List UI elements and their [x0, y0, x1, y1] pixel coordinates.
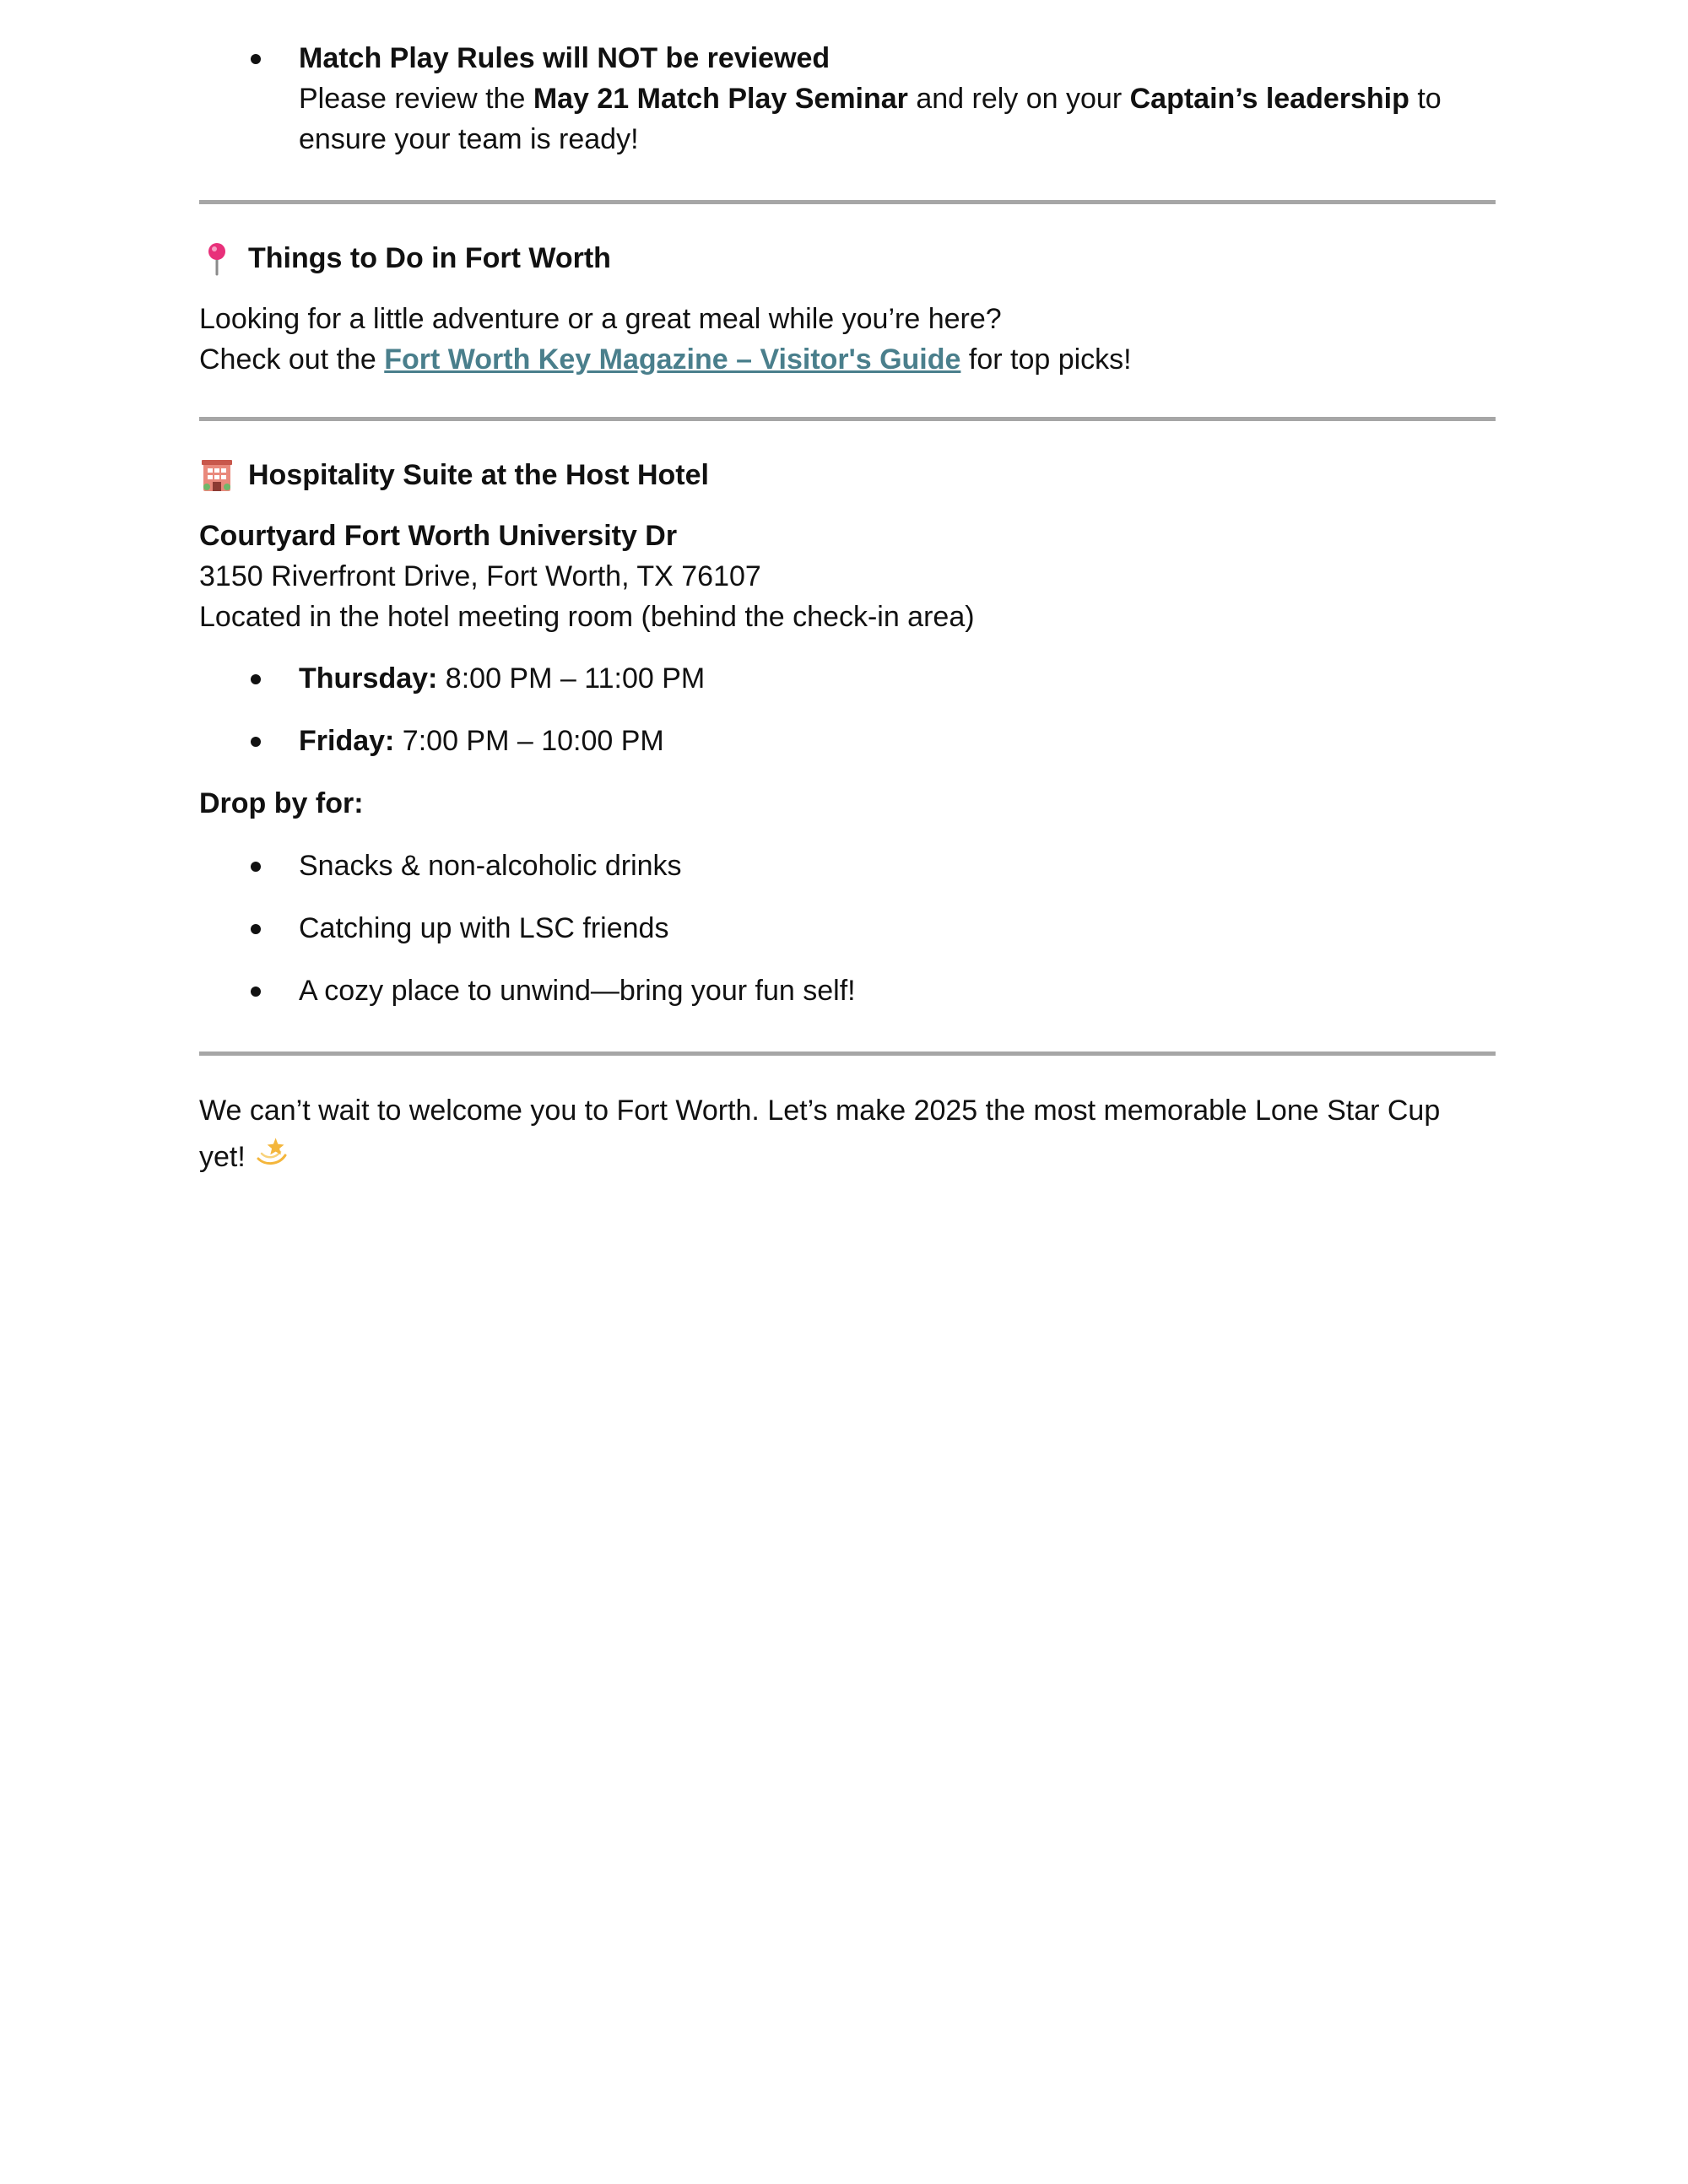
- closing-paragraph: [199, 1088, 1496, 1184]
- hotel-name: Courtyard Fort Worth University Dr: [199, 520, 678, 552]
- list-item: [199, 846, 1496, 886]
- divider: [199, 417, 1496, 421]
- list-item: [199, 38, 1496, 159]
- list-item: [199, 908, 1496, 949]
- bullet-icon: [251, 862, 261, 872]
- drop-by-item: Catching up with LSC friends: [299, 912, 669, 944]
- document-page: [199, 37, 1496, 1184]
- things-to-do-intro: Looking for a little adventure or a great meal while you’re here?: [199, 303, 1002, 335]
- hotel-address: 3150 Riverfront Drive, Fort Worth, TX 76107: [199, 560, 761, 592]
- schedule-hours: 7:00 PM – 10:00 PM: [394, 725, 664, 757]
- match-play-list: [199, 38, 1496, 159]
- bullet-icon: [251, 924, 261, 934]
- match-play-text-continued: ensure your team is ready!: [299, 123, 639, 155]
- visitors-guide-link[interactable]: Fort Worth Key Magazine – Visitor's Guide: [384, 343, 961, 376]
- schedule-hours: 8:00 PM – 11:00 PM: [437, 662, 706, 695]
- hospitality-title: [199, 455, 1496, 495]
- match-play-heading: Match Play Rules will NOT be reviewed: [299, 42, 830, 74]
- hospitality-address-block: [199, 516, 1496, 637]
- schedule-day: Thursday:: [299, 662, 438, 695]
- divider: [199, 1051, 1496, 1056]
- list-item: [199, 721, 1496, 761]
- schedule-day: Friday:: [299, 725, 395, 757]
- drop-by-list: [199, 846, 1496, 1011]
- schedule-list: [199, 658, 1496, 761]
- pushpin-icon: [199, 241, 235, 276]
- closing-line: We can’t wait to welcome you to Fort Worth. Let’s make 2025 the most memorable Lone Star Cup: [199, 1095, 1441, 1127]
- bullet-icon: [251, 54, 261, 64]
- things-to-do-guide-line: Check out the Fort Worth Key Magazine – Visitor's Guide for top picks!: [199, 343, 1132, 376]
- things-to-do-body: [199, 299, 1496, 380]
- bullet-icon: [251, 674, 261, 684]
- things-to-do-title: [199, 238, 1496, 278]
- list-item: [199, 970, 1496, 1011]
- hotel-location-note: Located in the hotel meeting room (behind the check-in area): [199, 601, 975, 633]
- bullet-icon: [251, 737, 261, 747]
- hotel-icon: [199, 457, 235, 493]
- drop-by-item: A cozy place to unwind—bring your fun self!: [299, 975, 856, 1007]
- divider: [199, 200, 1496, 204]
- things-to-do-title-text: Things to Do in Fort Worth: [248, 242, 611, 274]
- closing-line-end: yet!: [199, 1133, 1496, 1184]
- dizzy-star-icon: [253, 1133, 290, 1184]
- hospitality-title-text: Hospitality Suite at the Host Hotel: [248, 459, 709, 491]
- bullet-icon: [251, 987, 261, 997]
- list-item: [199, 658, 1496, 699]
- drop-by-item: Snacks & non-alcoholic drinks: [299, 850, 682, 882]
- drop-by-label: Drop by for:: [199, 787, 364, 819]
- match-play-text: Please review the May 21 Match Play Seminar and rely on your Captain’s leadership to: [299, 83, 1442, 115]
